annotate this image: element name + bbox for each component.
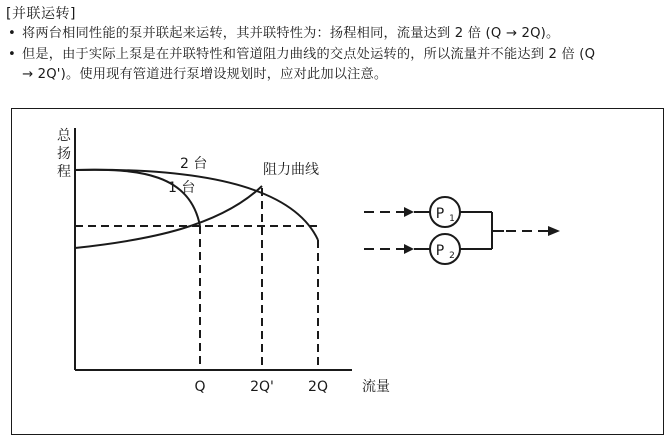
two-pumps-label: 2 台: [180, 156, 208, 172]
pump-2-symbol: [430, 234, 460, 264]
single-pump-curve: [75, 170, 200, 226]
resistance-curve-label: 阻力曲线: [263, 162, 319, 178]
parallel-pumps-curve: [75, 170, 318, 240]
y-axis-label-2: 扬: [57, 146, 71, 162]
bullet-text-3: → 2Q')。使用现有管道进行泵增设规划时，应对此加以注意。: [22, 67, 388, 82]
pump-2-label: P: [435, 243, 445, 259]
bullet-text-2: 但是，由于实际上泵是在并联特性和管道阻力曲线的交点处运转的，所以流量并不能达到 2 倍 (Q: [22, 46, 596, 62]
bullet-text-1: 将两台相同性能的泵并联起来运转，其并联特性为：扬程相同，流量达到 2 倍 (Q → 2Q)。: [22, 26, 560, 41]
x-tick-2q-prime: 2Q': [250, 379, 274, 395]
bullet-dot: •: [8, 46, 16, 62]
pump-1-symbol: [430, 197, 460, 227]
x-tick-q: Q: [194, 379, 206, 395]
inlet-arrowhead-2: [404, 244, 414, 254]
x-axis-label: 流量: [362, 379, 390, 395]
y-axis-label-1: 总: [57, 128, 71, 144]
section-heading: [并联运转]: [6, 6, 76, 22]
outlet-arrowhead: [548, 226, 560, 236]
y-axis-label-3: 程: [57, 164, 71, 180]
pump-1-label: P: [435, 206, 445, 222]
pump-2-subscript: 2: [449, 251, 455, 261]
one-pump-label: 1 台: [168, 180, 196, 196]
x-tick-2q: 2Q: [308, 379, 328, 395]
pump-1-subscript: 1: [449, 214, 455, 224]
bullet-dot: •: [8, 26, 16, 41]
inlet-arrowhead-1: [404, 207, 414, 217]
